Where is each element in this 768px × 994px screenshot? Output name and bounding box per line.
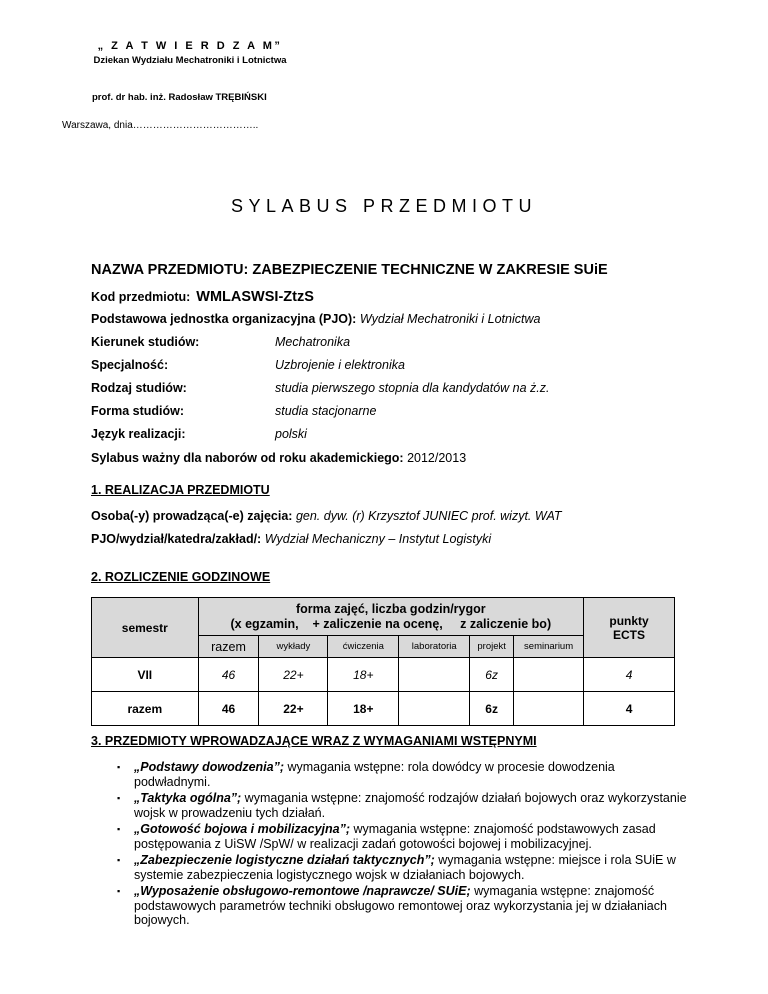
section-2-title: 2. ROZLICZENIE GODZINOWE bbox=[91, 570, 271, 584]
cell-projekt: 6z bbox=[470, 692, 514, 726]
field-label: Rodzaj studiów: bbox=[91, 381, 187, 395]
field-row bbox=[91, 358, 405, 372]
bullet-icon: ▪ bbox=[117, 855, 121, 865]
list-item bbox=[117, 760, 687, 789]
place-date: Warszawa, dnia……………………………….. bbox=[62, 120, 259, 131]
list-item bbox=[117, 822, 687, 851]
cell-laboratoria bbox=[399, 658, 470, 692]
header-form bbox=[198, 598, 584, 636]
bullet-icon: ▪ bbox=[117, 824, 121, 834]
header-semester: semestr bbox=[92, 598, 199, 658]
field-value: studia pierwszego stopnia dla kandydatów na ż.z. bbox=[275, 381, 550, 395]
cell-razem: 46 bbox=[198, 692, 259, 726]
table-row bbox=[92, 692, 675, 726]
list-item bbox=[117, 791, 687, 820]
page-title: SYLABUS PRZEDMIOTU bbox=[230, 196, 538, 216]
course-name: „Gotowość bojowa i mobilizacyjna”; bbox=[134, 822, 350, 836]
field-label: Kierunek studiów: bbox=[91, 335, 200, 349]
subject-code bbox=[91, 289, 691, 305]
course-name: „Podstawy dowodzenia”; bbox=[134, 760, 285, 774]
cell-ects: 4 bbox=[584, 692, 675, 726]
field-row bbox=[91, 427, 307, 441]
cell-wyklady: 22+ bbox=[259, 692, 328, 726]
col-laboratoria: laboratoria bbox=[399, 636, 470, 658]
teacher-value: gen. dyw. (r) Krzysztof JUNIEC prof. wizyt. WAT bbox=[295, 509, 562, 523]
bullet-icon: ▪ bbox=[117, 886, 121, 896]
course-requirements: wymagania wstępne: znajomość rodzajów działań bojowych oraz wykorzystanie wojsk w prowadzeniu tych działań. bbox=[134, 791, 687, 820]
col-razem: razem bbox=[198, 636, 259, 658]
header-form-line1: forma zajęć, liczba godzin/rygor bbox=[296, 601, 486, 616]
professor-name: prof. dr hab. inż. Radosław TRĘBIŃSKI bbox=[92, 92, 267, 103]
course-name: „Zabezpieczenie logistyczne działań taktycznych”; bbox=[134, 853, 435, 867]
department-value: Wydział Mechaniczny – Instytut Logistyki bbox=[264, 532, 492, 546]
course-name: „Taktyka ogólna”; bbox=[134, 791, 242, 805]
dean-line: Dziekan Wydziału Mechatroniki i Lotnictwa bbox=[93, 55, 287, 66]
cell-ects: 4 bbox=[584, 658, 675, 692]
subject-name bbox=[91, 262, 691, 278]
cell-projekt: 6z bbox=[470, 658, 514, 692]
cell-cwiczenia: 18+ bbox=[328, 658, 399, 692]
col-projekt: projekt bbox=[470, 636, 514, 658]
col-seminarium: seminarium bbox=[514, 636, 584, 658]
unit-label: Podstawowa jednostka organizacyjna (PJO): bbox=[91, 312, 357, 326]
cell-semester: VII bbox=[92, 658, 199, 692]
cell-wyklady: 22+ bbox=[259, 658, 328, 692]
valid-from bbox=[91, 451, 466, 465]
prerequisites-list bbox=[117, 760, 687, 930]
unit-value: Wydział Mechatroniki i Lotnictwa bbox=[359, 312, 541, 326]
cell-seminarium bbox=[514, 658, 584, 692]
course-requirements: wymagania wstępne: miejsce i rola SUiE w systemie zabezpieczenia logistycznego wojsk w działaniach bojowych. bbox=[134, 853, 676, 882]
cell-semester: razem bbox=[92, 692, 199, 726]
code-label: Kod przedmiotu: bbox=[91, 290, 191, 304]
code-value: WMLASWSI-ZtzS bbox=[196, 289, 314, 305]
field-row bbox=[91, 381, 549, 395]
section-1-title: 1. REALIZACJA PRZEDMIOTU bbox=[91, 483, 270, 497]
header-ects: punkty ECTS bbox=[584, 598, 675, 658]
cell-razem: 46 bbox=[198, 658, 259, 692]
field-label: Język realizacji: bbox=[91, 427, 186, 441]
field-value: Uzbrojenie i elektronika bbox=[275, 358, 405, 372]
teacher-row bbox=[91, 509, 562, 523]
field-row bbox=[91, 335, 350, 349]
field-value: polski bbox=[275, 427, 307, 441]
course-requirements: wymagania wstępne: znajomość podstawowych parametrów techniki obsługowo remontowej oraz wykorzystania jej w działaniach bojowych. bbox=[134, 884, 667, 927]
cell-laboratoria bbox=[399, 692, 470, 726]
table-header-row bbox=[92, 598, 675, 636]
bullet-icon: ▪ bbox=[117, 793, 121, 803]
hours-table bbox=[91, 597, 675, 726]
subject-label: NAZWA PRZEDMIOTU: bbox=[91, 262, 249, 278]
field-label: Forma studiów: bbox=[91, 404, 185, 418]
field-label: Specjalność: bbox=[91, 358, 169, 372]
list-item bbox=[117, 884, 687, 928]
teacher-label: Osoba(-y) prowadząca(-e) zajęcia: bbox=[91, 509, 293, 523]
valid-from-label: Sylabus ważny dla naborów od roku akademickiego: bbox=[91, 451, 404, 465]
valid-from-value: 2012/2013 bbox=[407, 451, 467, 465]
field-row bbox=[91, 404, 376, 418]
header-form-line2: (x egzamin, + zaliczenie na ocenę, z zaliczenie bo) bbox=[230, 616, 552, 631]
col-cwiczenia: ćwiczenia bbox=[328, 636, 399, 658]
approval-block bbox=[80, 40, 300, 66]
cell-cwiczenia: 18+ bbox=[328, 692, 399, 726]
course-name: „Wyposażenie obsługowo-remontowe /naprawcze/ SUiE; bbox=[134, 884, 471, 898]
table-row bbox=[92, 658, 675, 692]
section-3-title: 3. PRZEDMIOTY WPROWADZAJĄCE WRAZ Z WYMAGANIAMI WSTĘPNYMI bbox=[91, 734, 537, 748]
field-value: studia stacjonarne bbox=[275, 404, 377, 418]
field-value: Mechatronika bbox=[275, 335, 351, 349]
approve-title: „ Z A T W I E R D Z A M” bbox=[97, 40, 283, 52]
bullet-icon: ▪ bbox=[117, 762, 121, 772]
organizational-unit bbox=[91, 312, 691, 326]
course-requirements: wymagania wstępne: znajomość podstawowych zasad postępowania z UiSW /SpW/ w realizacji zadań gotowości bojowej i mobilizacyjnej. bbox=[134, 822, 656, 851]
list-item bbox=[117, 853, 687, 882]
department-row bbox=[91, 532, 491, 546]
subject-value: ZABEZPIECZENIE TECHNICZNE W ZAKRESIE SUiE bbox=[252, 262, 608, 278]
department-label: PJO/wydział/katedra/zakład/: bbox=[91, 532, 262, 546]
cell-seminarium bbox=[514, 692, 584, 726]
col-wyklady: wykłady bbox=[259, 636, 328, 658]
course-requirements: wymagania wstępne: rola dowódcy w procesie dowodzenia podwładnymi. bbox=[134, 760, 615, 789]
